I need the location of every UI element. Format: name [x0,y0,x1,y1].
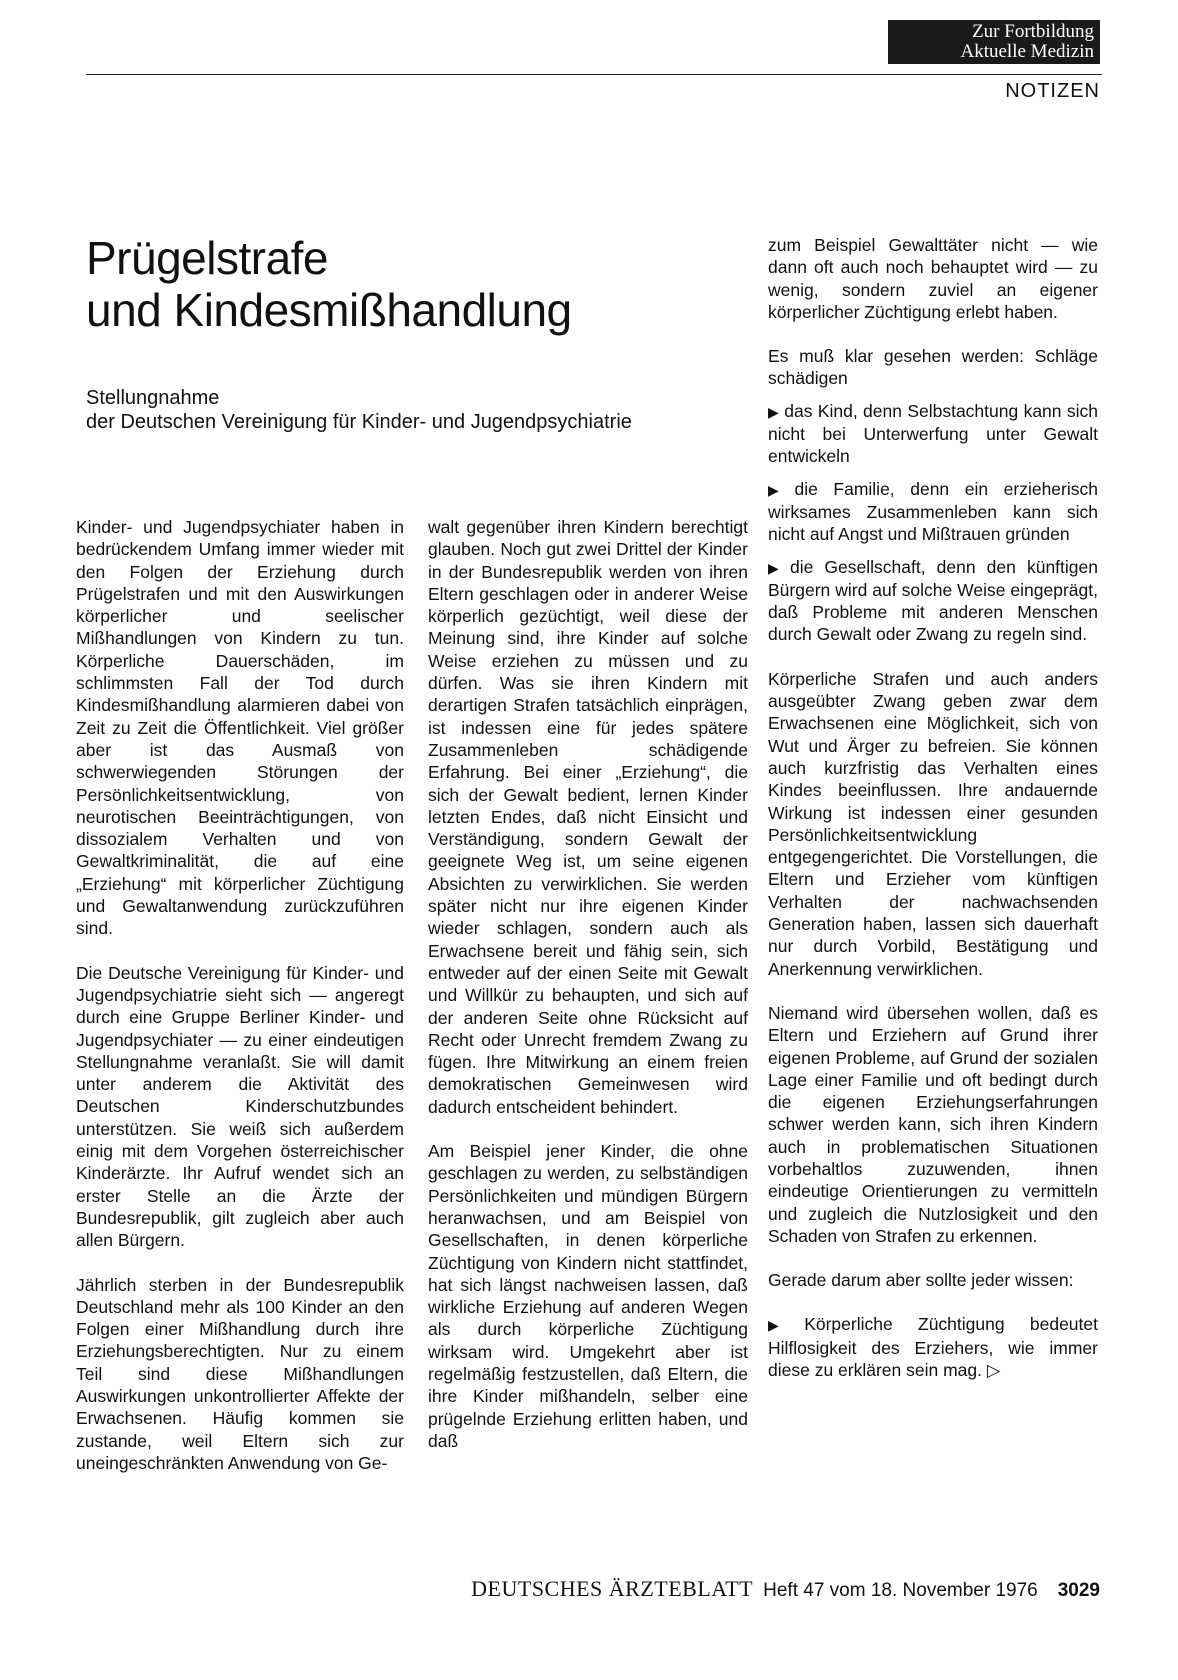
paragraph: zum Beispiel Gewalttäter nicht — wie dann oft auch noch behauptet wird — zu wenig, sondern zuviel an eigener körperlicher Züchtigung erlebt haben. [768,235,1098,322]
title-line-1: Prügelstrafe [86,232,329,284]
section-label: NOTIZEN [1005,80,1100,102]
bullet-arrow-icon: ▶ [768,1317,800,1334]
rubric-line-2: Aktuelle Medizin [960,41,1094,62]
bullet-item [768,1313,1098,1381]
issue-info: Heft 47 vom 18. November 1976 [763,1580,1038,1601]
bullet-text: das Kind, denn Selbstachtung kann sich nicht bei Unterwerfung unter Gewalt entwickeln [768,400,1098,467]
text-column-2 [428,516,748,1474]
paragraph: Jährlich sterben in der Bundesrepublik Deutschland mehr als 100 Kinder an den Folgen einer Mißhandlung durch ihre Erziehungsberechtigten. Nur zu einem Teil sind diese Mißhandlungen Auswirkungen unkontrollierter Affekte der Erwachsenen. Häufig kommen sie zustande, weil Eltern sich zur uneingeschränkten Anwendung von Ge- [76,1274,404,1473]
bullet-item [768,556,1098,646]
page-number: 3029 [1057,1580,1100,1601]
subtitle-line-1: Stellungnahme [86,387,220,409]
paragraph: Gerade darum aber sollte jeder wissen: [768,1270,1074,1291]
text-column-1 [76,516,404,1496]
bullet-arrow-icon: ▶ [768,559,785,576]
continue-arrow-icon: ▷ [986,1360,1001,1381]
paragraph: Die Deutsche Vereinigung für Kinder- und Jugendpsychiatrie sieht sich — angeregt durch eine Gruppe Berliner Kinder- und Jugendpsychiater — zu einer eindeutigen Stellungnahme veranlaßt. Sie will damit unter anderem die Aktivität des Deutschen Kinderschutzbundes unterstützen. Sie weiß sich außerdem einig mit dem Vorgehen österreichischer Kinderärzte. Ihr Aufruf wendet sich an erster Stelle an die Ärzte der Bundesrepublik, gilt zugleich aber auch allen Bürgern. [76,962,404,1251]
article-subtitle [86,386,726,434]
rubric-line-1: Zur Fortbildung [972,21,1094,42]
page-footer [0,1576,1100,1602]
paragraph: Niemand wird übersehen wollen, daß es Eltern und Erziehern auf Grund ihrer eigenen Probleme, auf Grund der sozialen Lage einer Familie und oft bedingt durch die eigenen Erziehungserfahrungen schwer werden kann, sich ihren Kindern auch in problematischen Situationen vorbehaltlos zuzuwenden, ihnen eindeutige Orientierungen zu vermitteln und zugleich die Nutzlosigkeit und den Schaden von Strafen zu erkennen. [768,1002,1098,1246]
bullet-text: Körperliche Züchtigung bedeutet Hilflosigkeit des Erziehers, wie immer diese zu erklären sein mag. [768,1314,1098,1381]
bullet-text: die Gesellschaft, denn den künftigen Bürgern wird auf solche Weise eingeprägt, daß Probleme mit anderen Menschen durch Gewalt oder Zwang zu regeln sind. [768,556,1098,645]
title-line-2: und Kindesmißhandlung [86,284,572,336]
bullet-arrow-icon: ▶ [768,403,780,420]
bullet-arrow-icon: ▶ [768,481,790,498]
journal-name: DEUTSCHES ÄRZTEBLATT [471,1576,754,1601]
paragraph: walt gegenüber ihren Kindern berechtigt glauben. Noch gut zwei Drittel der Kinder in der Bundesrepublik werden von ihren Eltern geschlagen oder in anderer Weise körperlich gezüchtigt, weil diese der Meinung sind, ihre Kinder auf solche Weise erziehen zu müssen und zu dürfen. Was sie ihren Kindern mit derartigen Strafen tatsächlich einprägen, ist indessen eine für jedes spätere Zusammenleben schädigende Erfahrung. Bei einer „Erziehung“, die sich der Gewalt bedient, lernen Kinder letzten Endes, daß nicht Einsicht und Verständigung, sondern Gewalt der geeignete Weg ist, um seine eigenen Absichten zu verwirklichen. Sie werden später nicht nur ihre eigenen Kinder wieder schlagen, sondern auch als Erwachsene bereit und fähig sein, sich entweder auf der einen Seite mit Gewalt und Willkür zu behaupten, und sich auf der anderen Seite ohne Rücksicht auf Recht oder Unrecht fremdem Zwang zu fügen. Ihre Mitwirkung an einem freien demokratischen Gemeinwesen wird dadurch entscheident behindert. [428,517,748,1117]
header-rule [86,74,1102,75]
paragraph: Kinder- und Jugendpsychiater haben in bedrückendem Umfang immer wieder mit den Folgen der Erziehung durch Prügelstrafen und mit den Auswirkungen körperlicher und seelischer Mißhandlungen von Kindern zu tun. Körperliche Dauerschäden, im schlimmsten Fall der Tod durch Kindesmißhandlung alarmieren dabei von Zeit zu Zeit die Öffentlichkeit. Viel größer aber ist das Ausmaß von schwerwiegenden Störungen der Persönlichkeitsentwicklung, von neurotischen Beeinträchtigungen, von dissozialem Verhalten und von Gewaltkriminalität, die auf eine „Erziehung“ mit körperlicher Züchtigung und Gewaltanwendung zurückzuführen sind. [76,517,404,939]
bullet-text: die Familie, denn ein erzieherisch wirksames Zusammenleben kann sich nicht auf Angst und Mißtrauen gründen [768,478,1098,545]
rubric-box [888,20,1100,64]
paragraph: Am Beispiel jener Kinder, die ohne geschlagen zu werden, zu selbständigen Persönlichkeiten und mündigen Bürgern heranwachsen, und am Beispiel von Gesellschaften, in denen körperliche Züchtigung von Kindern nicht stattfindet, hat sich längst nachweisen lassen, daß wirkliche Erziehung auf anderen Wegen als durch körperliche Züchtigung wirksam wird. Umgekehrt aber ist regelmäßig festzustellen, daß Eltern, die ihre Kinder mißhandeln, selber eine prügelnde Erziehung erlitten haben, und daß [428,1141,748,1451]
paragraph: Körperliche Strafen und auch anders ausgeübter Zwang geben zwar dem Erwachsenen eine Möglichkeit, sich von Wut und Ärger zu befreien. Sie können auch kurzfristig das Verhalten eines Kindes beeinflussen. Ihre andauernde Wirkung ist indessen einer gesunden Persönlichkeitsentwicklung entgegengerichtet. Die Vorstellungen, die Eltern und Erzieher vom künftigen Verhalten der nachwachsenden Generation haben, lassen sich dauerhaft nur durch Vorbild, Bestätigung und Anerkennung verwirklichen. [768,668,1098,979]
subtitle-line-2: der Deutschen Vereinigung für Kinder- und Jugendpsychiatrie [86,411,632,433]
bullet-item [768,478,1098,546]
article-title [86,232,572,336]
text-column-3 [768,234,1098,1385]
bullet-item [768,400,1098,468]
paragraph: Es muß klar gesehen werden: Schläge schädigen [768,346,1098,389]
